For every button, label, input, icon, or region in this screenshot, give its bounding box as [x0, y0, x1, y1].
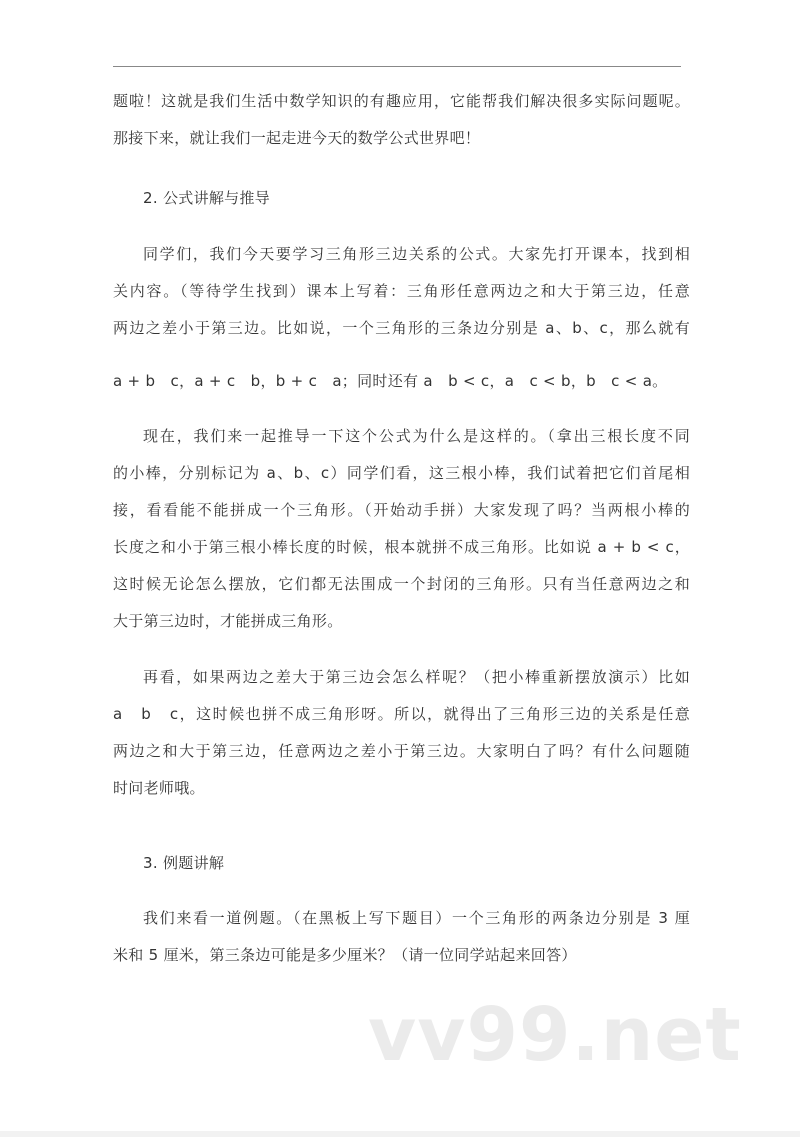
formula-line: a + b c，a + c b，b + c a；同时还有 a b < c，a c < b，b c < a。 [113, 372, 668, 390]
header-rule [113, 66, 681, 67]
paragraph-line: 题啦！这就是我们生活中数学知识的有趣应用，它能帮我们解决很多实际问题呢。 [113, 92, 690, 110]
paragraph-line: 关内容。（等待学生找到）课本上写着：三角形任意两边之和大于第三边，任意 [113, 282, 690, 300]
watermark: vv99.net [368, 992, 742, 1078]
section-heading: 3. 例题讲解 [143, 854, 225, 872]
paragraph-line: 长度之和小于第三根小棒长度的时候，根本就拼不成三角形。比如说 a + b < c， [113, 538, 690, 556]
paragraph-line: 时问老师哦。 [113, 779, 205, 797]
paragraph-line: 接，看看能不能拼成一个三角形。（开始动手拼）大家发现了吗？当两根小棒的 [113, 501, 690, 519]
paragraph-line: 米和 5 厘米，第三条边可能是多少厘米？（请一位同学站起来回答） [113, 946, 577, 964]
page-edge [0, 1131, 800, 1137]
paragraph-line: 大于第三边时，才能拼成三角形。 [113, 612, 343, 630]
paragraph-line: 两边之和大于第三边，任意两边之差小于第三边。大家明白了吗？有什么问题随 [113, 742, 690, 760]
paragraph-line: 的小棒，分别标记为 a、b、c）同学们看，这三根小棒，我们试着把它们首尾相 [113, 464, 690, 482]
paragraph-line: 我们来看一道例题。（在黑板上写下题目）一个三角形的两条边分别是 3 厘 [143, 909, 690, 927]
paragraph-line: 再看，如果两边之差大于第三边会怎么样呢？（把小棒重新摆放演示）比如 [143, 668, 690, 686]
paragraph-line: 同学们，我们今天要学习三角形三边关系的公式。大家先打开课本，找到相 [143, 245, 690, 263]
paragraph-line: a b c，这时候也拼不成三角形呀。所以，就得出了三角形三边的关系是任意 [113, 705, 690, 723]
paragraph-line: 那接下来，就让我们一起走进今天的数学公式世界吧！ [113, 129, 481, 147]
paragraph-line: 现在，我们来一起推导一下这个公式为什么是这样的。（拿出三根长度不同 [143, 427, 690, 445]
section-heading: 2. 公式讲解与推导 [143, 189, 271, 207]
paragraph-line: 两边之差小于第三边。比如说，一个三角形的三条边分别是 a、b、c，那么就有 [113, 319, 690, 337]
paragraph-line: 这时候无论怎么摆放，它们都无法围成一个封闭的三角形。只有当任意两边之和 [113, 575, 690, 593]
